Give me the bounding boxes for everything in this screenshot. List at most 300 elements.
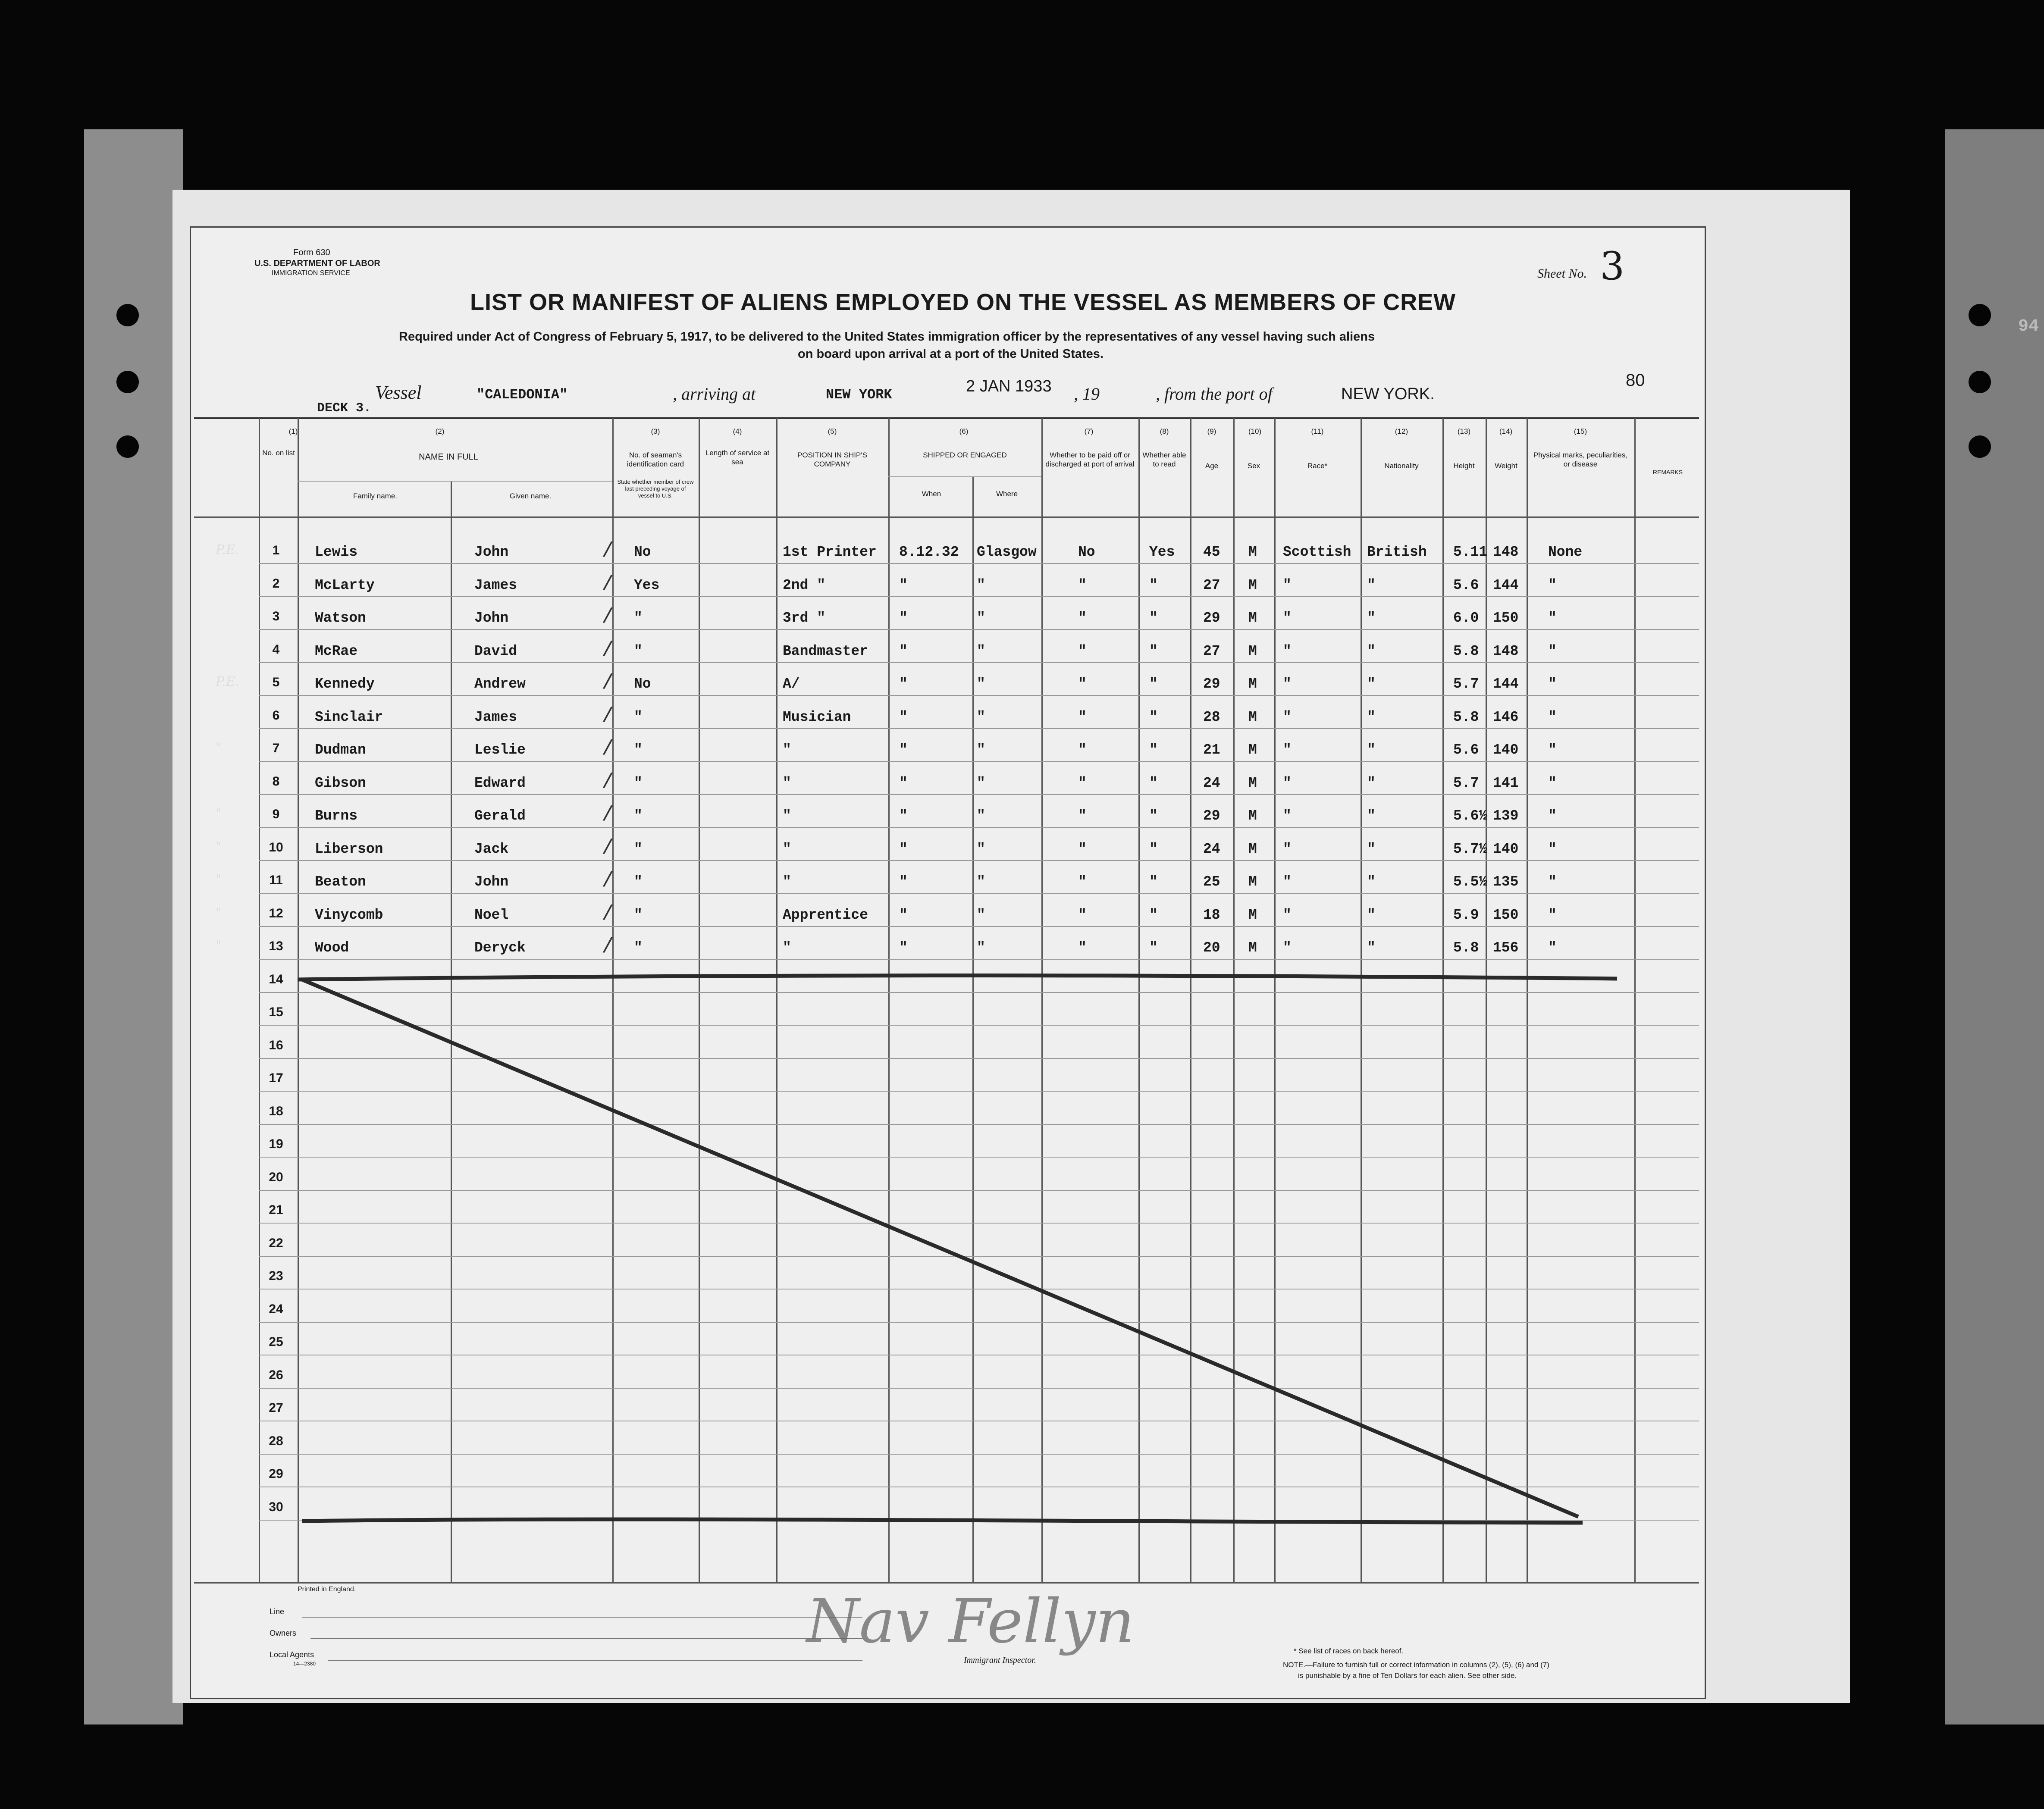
col-10-header: Sex bbox=[1247, 462, 1260, 470]
cell-family: Burns bbox=[315, 808, 358, 824]
inspector-signature: Nav Fellyn bbox=[806, 1587, 1135, 1657]
row-number: 19 bbox=[269, 1137, 283, 1151]
cell-where: " bbox=[977, 643, 985, 659]
cell-when: " bbox=[899, 808, 908, 824]
cell-sex: M bbox=[1248, 775, 1257, 791]
cell-nationality: " bbox=[1367, 907, 1376, 923]
cell-where: " bbox=[977, 940, 985, 956]
cell-nationality: " bbox=[1367, 643, 1376, 659]
agents-field bbox=[328, 1660, 862, 1661]
col-3-number: (3) bbox=[651, 427, 660, 435]
cell-race: " bbox=[1283, 940, 1292, 956]
cell-height: 5.7½ bbox=[1453, 841, 1488, 857]
cell-where: " bbox=[977, 676, 985, 692]
row-number: 5 bbox=[272, 675, 280, 689]
cell-height: 5.6 bbox=[1453, 742, 1479, 758]
col-2-number: (2) bbox=[435, 427, 445, 435]
col-5-number: (5) bbox=[828, 427, 837, 435]
cell-nationality: " bbox=[1367, 808, 1376, 824]
cell-nationality: " bbox=[1367, 775, 1376, 791]
cell-family: McLarty bbox=[315, 577, 375, 593]
deck-label: DECK 3. bbox=[317, 401, 372, 416]
col-13-number: (13) bbox=[1457, 427, 1471, 435]
penalty-note-2: is punishable by a fine of Ten Dollars for each alien. See other side. bbox=[1298, 1671, 1517, 1680]
row-number: 22 bbox=[269, 1236, 283, 1250]
cell-card: No bbox=[634, 676, 651, 692]
cell-marks: " bbox=[1548, 610, 1557, 626]
cell-sex: M bbox=[1248, 709, 1257, 725]
cell-paid: " bbox=[1078, 874, 1087, 890]
cell-position: 2nd " bbox=[783, 577, 826, 593]
row-number: 4 bbox=[272, 642, 280, 657]
cell-weight: 150 bbox=[1493, 907, 1519, 923]
cell-nationality: " bbox=[1367, 577, 1376, 593]
cell-read: Yes bbox=[1149, 544, 1175, 560]
col-4-header: Length of service at sea bbox=[705, 449, 770, 466]
cell-sex: M bbox=[1248, 874, 1257, 890]
cell-family: Sinclair bbox=[315, 709, 383, 725]
vessel-label: Vessel bbox=[375, 382, 422, 403]
cell-family: Wood bbox=[315, 940, 349, 956]
cell-nationality: " bbox=[1367, 874, 1376, 890]
cell-marks: " bbox=[1548, 676, 1557, 692]
cell-marks: " bbox=[1548, 742, 1557, 758]
cell-age: 25 bbox=[1203, 874, 1220, 890]
title: LIST OR MANIFEST OF ALIENS EMPLOYED ON THE VESSEL AS MEMBERS OF CREW bbox=[470, 289, 1456, 315]
cell-race: " bbox=[1283, 676, 1292, 692]
cell-read: " bbox=[1149, 610, 1158, 626]
col-4-number: (4) bbox=[733, 427, 742, 435]
cell-card: " bbox=[634, 874, 643, 890]
col-6-when-header: When bbox=[922, 490, 941, 498]
row-number: 18 bbox=[269, 1104, 283, 1118]
row-number: 7 bbox=[272, 741, 280, 755]
col-8-number: (8) bbox=[1160, 427, 1169, 435]
date-stamp: 2 JAN 1933 bbox=[966, 377, 1052, 395]
printed-note: Printed in England. bbox=[298, 1586, 356, 1593]
cell-race: " bbox=[1283, 808, 1292, 824]
col-12-number: (12) bbox=[1395, 427, 1408, 435]
col-3-header: No. of seaman's identification card bbox=[627, 451, 684, 468]
cell-nationality: " bbox=[1367, 610, 1376, 626]
cell-read: " bbox=[1149, 874, 1158, 890]
col-12-header: Nationality bbox=[1384, 462, 1419, 470]
col-10-number: (10) bbox=[1248, 427, 1262, 435]
cell-paid: " bbox=[1078, 676, 1087, 692]
cell-where: " bbox=[977, 808, 985, 824]
line-field bbox=[302, 1617, 862, 1618]
cell-read: " bbox=[1149, 907, 1158, 923]
cell-age: 45 bbox=[1203, 544, 1220, 560]
col-14-number: (14) bbox=[1499, 427, 1513, 435]
cell-weight: 148 bbox=[1493, 643, 1519, 659]
cell-when: " bbox=[899, 742, 908, 758]
form-number: Form 630 bbox=[293, 248, 330, 257]
cell-race: " bbox=[1283, 577, 1292, 593]
cell-marks: " bbox=[1548, 577, 1557, 593]
cell-height: 5.7 bbox=[1453, 775, 1479, 791]
cell-read: " bbox=[1149, 643, 1158, 659]
cell-when: 8.12.32 bbox=[899, 544, 959, 560]
cell-height: 5.6½ bbox=[1453, 808, 1488, 824]
cell-card: " bbox=[634, 709, 643, 725]
cell-where: " bbox=[977, 709, 985, 725]
year-label: , 19 bbox=[1074, 384, 1100, 404]
cell-marks: None bbox=[1548, 544, 1583, 560]
cell-family: Kennedy bbox=[315, 676, 375, 692]
row-number: 23 bbox=[269, 1269, 283, 1283]
cell-where: " bbox=[977, 610, 985, 626]
cell-given: Andrew bbox=[474, 676, 526, 692]
cell-sex: M bbox=[1248, 907, 1257, 923]
check-mark: / bbox=[602, 606, 614, 629]
check-mark: / bbox=[602, 936, 614, 959]
cell-card: " bbox=[634, 643, 643, 659]
row-number: 13 bbox=[269, 939, 283, 953]
cell-weight: 148 bbox=[1493, 544, 1519, 560]
cell-where: " bbox=[977, 775, 985, 791]
cell-where: " bbox=[977, 841, 985, 857]
cell-paid: " bbox=[1078, 808, 1087, 824]
cell-position: " bbox=[783, 775, 791, 791]
cell-read: " bbox=[1149, 577, 1158, 593]
check-mark: / bbox=[602, 902, 614, 926]
row-number: 10 bbox=[269, 840, 283, 854]
col-6-where-header: Where bbox=[996, 490, 1018, 498]
cell-given: John bbox=[474, 874, 509, 890]
cell-given: John bbox=[474, 610, 509, 626]
cell-race: " bbox=[1283, 709, 1292, 725]
col-2-header: NAME IN FULL bbox=[419, 452, 478, 462]
cell-position: 3rd " bbox=[783, 610, 826, 626]
col-3-subheader: State whether member of crew last preceding voyage of vessel to U.S. bbox=[617, 479, 694, 499]
cell-given: John bbox=[474, 544, 509, 560]
cell-position: " bbox=[783, 808, 791, 824]
cell-position: A/ bbox=[783, 676, 800, 692]
col-11-header: Race* bbox=[1307, 462, 1328, 470]
cell-age: 29 bbox=[1203, 676, 1220, 692]
row-number: 21 bbox=[269, 1203, 283, 1217]
cell-marks: " bbox=[1548, 907, 1557, 923]
row-number: 24 bbox=[269, 1302, 283, 1316]
cell-when: " bbox=[899, 775, 908, 791]
margin-note: " bbox=[216, 839, 222, 854]
cell-card: No bbox=[634, 544, 651, 560]
margin-note: " bbox=[216, 905, 222, 920]
cell-sex: M bbox=[1248, 577, 1257, 593]
row-number: 16 bbox=[269, 1038, 283, 1052]
row-number: 26 bbox=[269, 1368, 283, 1382]
cell-when: " bbox=[899, 676, 908, 692]
service: IMMIGRATION SERVICE bbox=[272, 269, 350, 277]
cell-family: Liberson bbox=[315, 841, 383, 857]
cell-height: 6.0 bbox=[1453, 610, 1479, 626]
cell-weight: 140 bbox=[1493, 742, 1519, 758]
cell-read: " bbox=[1149, 676, 1158, 692]
cell-given: Noel bbox=[474, 907, 509, 923]
check-mark: / bbox=[602, 804, 614, 827]
row-number: 2 bbox=[272, 576, 280, 591]
col-6-number: (6) bbox=[959, 427, 969, 435]
cell-race: " bbox=[1283, 874, 1292, 890]
remarks-header: REMARKS bbox=[1652, 469, 1683, 476]
cell-position: " bbox=[783, 742, 791, 758]
check-mark: / bbox=[602, 770, 614, 794]
row-number: 17 bbox=[269, 1071, 283, 1085]
department: U.S. DEPARTMENT OF LABOR bbox=[254, 259, 380, 268]
cell-age: 28 bbox=[1203, 709, 1220, 725]
col-7-header: Whether to be paid off or discharged at port of arrival bbox=[1045, 451, 1135, 468]
cell-marks: " bbox=[1548, 841, 1557, 857]
row-number: 11 bbox=[269, 873, 283, 887]
cell-weight: 135 bbox=[1493, 874, 1519, 890]
cell-nationality: British bbox=[1367, 544, 1427, 560]
col-9-number: (9) bbox=[1207, 427, 1216, 435]
cell-card: " bbox=[634, 610, 643, 626]
cell-height: 5.9 bbox=[1453, 907, 1479, 923]
arriving-port: NEW YORK bbox=[826, 387, 892, 403]
cell-given: Jack bbox=[474, 841, 509, 857]
cell-read: " bbox=[1149, 841, 1158, 857]
cell-paid: No bbox=[1078, 544, 1095, 560]
subtitle-line-2: on board upon arrival at a port of the United States. bbox=[798, 347, 1104, 361]
local-agents-label: Local Agents bbox=[270, 1650, 314, 1659]
cell-family: Lewis bbox=[315, 544, 358, 560]
cell-race: " bbox=[1283, 775, 1292, 791]
row-number: 1 bbox=[272, 543, 280, 557]
cell-sex: M bbox=[1248, 643, 1257, 659]
row-number: 29 bbox=[269, 1467, 283, 1481]
cell-when: " bbox=[899, 874, 908, 890]
check-mark: / bbox=[602, 870, 614, 893]
col-8-header: Whether able to read bbox=[1142, 451, 1186, 468]
cell-read: " bbox=[1149, 742, 1158, 758]
col-14-header: Weight bbox=[1495, 462, 1517, 470]
cell-paid: " bbox=[1078, 742, 1087, 758]
cell-weight: 144 bbox=[1493, 676, 1519, 692]
col-5-header: POSITION IN SHIP'S COMPANY bbox=[797, 451, 867, 468]
row-number: 30 bbox=[269, 1499, 283, 1514]
cell-position: Musician bbox=[783, 709, 851, 725]
row-number: 14 bbox=[269, 972, 283, 986]
cell-given: David bbox=[474, 643, 517, 659]
owners-field bbox=[310, 1638, 862, 1639]
cell-marks: " bbox=[1548, 808, 1557, 824]
check-mark: / bbox=[602, 540, 614, 563]
cell-where: " bbox=[977, 907, 985, 923]
cell-given: Deryck bbox=[474, 940, 526, 956]
cell-position: Apprentice bbox=[783, 907, 868, 923]
cell-age: 29 bbox=[1203, 808, 1220, 824]
subtitle-line-1: Required under Act of Congress of February 5, 1917, to be delivered to the United States immigration officer by the representatives of any vessel having such aliens bbox=[399, 330, 1375, 344]
cell-card: Yes bbox=[634, 577, 660, 593]
col-7-number: (7) bbox=[1084, 427, 1094, 435]
cell-family: Gibson bbox=[315, 775, 366, 791]
cell-card: " bbox=[634, 775, 643, 791]
cell-nationality: " bbox=[1367, 841, 1376, 857]
row-number: 25 bbox=[269, 1335, 283, 1349]
cell-when: " bbox=[899, 643, 908, 659]
cell-family: McRae bbox=[315, 643, 358, 659]
cell-read: " bbox=[1149, 775, 1158, 791]
cell-race: " bbox=[1283, 742, 1292, 758]
cell-read: " bbox=[1149, 808, 1158, 824]
col-11-number: (11) bbox=[1311, 427, 1324, 435]
cell-nationality: " bbox=[1367, 676, 1376, 692]
margin-note: P.E. bbox=[216, 674, 240, 689]
cell-age: 21 bbox=[1203, 742, 1220, 758]
cell-read: " bbox=[1149, 709, 1158, 725]
cell-where: Glasgow bbox=[977, 544, 1037, 560]
cell-marks: " bbox=[1548, 874, 1557, 890]
cell-age: 27 bbox=[1203, 577, 1220, 593]
cell-height: 5.11 bbox=[1453, 544, 1488, 560]
cell-race: " bbox=[1283, 841, 1292, 857]
from-label: , from the port of bbox=[1156, 384, 1273, 404]
penalty-note: NOTE.—Failure to furnish full or correct information in columns (2), (5), (6) and (7) bbox=[1283, 1661, 1549, 1669]
cell-read: " bbox=[1149, 940, 1158, 956]
arriving-label: , arriving at bbox=[673, 384, 756, 404]
cell-given: James bbox=[474, 577, 517, 593]
margin-note: " bbox=[216, 740, 222, 755]
cell-race: " bbox=[1283, 610, 1292, 626]
cell-sex: M bbox=[1248, 610, 1257, 626]
cell-nationality: " bbox=[1367, 940, 1376, 956]
cell-given: Gerald bbox=[474, 808, 526, 824]
cell-race: " bbox=[1283, 907, 1292, 923]
col-6-header: SHIPPED OR ENGAGED bbox=[923, 451, 1007, 459]
margin-note: " bbox=[216, 806, 222, 821]
cell-where: " bbox=[977, 577, 985, 593]
cell-marks: " bbox=[1548, 643, 1557, 659]
col-2-given-header: Given name. bbox=[509, 492, 552, 500]
margin-note: P.E. bbox=[216, 542, 240, 557]
cell-card: " bbox=[634, 742, 643, 758]
sheet-label: Sheet No. bbox=[1537, 266, 1587, 281]
side-number: 80 bbox=[1626, 371, 1645, 390]
cell-card: " bbox=[634, 940, 643, 956]
col-1-header: No. on list bbox=[262, 449, 295, 457]
cell-race: " bbox=[1283, 643, 1292, 659]
vessel-name: "CALEDONIA" bbox=[477, 387, 568, 403]
cell-sex: M bbox=[1248, 940, 1257, 956]
col-2-family-header: Family name. bbox=[353, 492, 398, 500]
row-number: 27 bbox=[269, 1401, 283, 1415]
margin-note: " bbox=[216, 872, 222, 887]
margin-note: " bbox=[216, 938, 222, 953]
row-number: 3 bbox=[272, 609, 280, 623]
cell-weight: 146 bbox=[1493, 709, 1519, 725]
check-mark: / bbox=[602, 638, 614, 662]
cell-sex: M bbox=[1248, 544, 1257, 560]
cell-sex: M bbox=[1248, 841, 1257, 857]
cell-position: " bbox=[783, 940, 791, 956]
row-number: 9 bbox=[272, 807, 280, 821]
row-number: 6 bbox=[272, 708, 280, 723]
check-mark: / bbox=[602, 836, 614, 860]
cell-card: " bbox=[634, 907, 643, 923]
cell-paid: " bbox=[1078, 907, 1087, 923]
row-number: 12 bbox=[269, 906, 283, 920]
cell-weight: 141 bbox=[1493, 775, 1519, 791]
cell-position: 1st Printer bbox=[783, 544, 877, 560]
cell-when: " bbox=[899, 841, 908, 857]
cell-when: " bbox=[899, 610, 908, 626]
cell-family: Dudman bbox=[315, 742, 366, 758]
cell-paid: " bbox=[1078, 709, 1087, 725]
cell-age: 24 bbox=[1203, 775, 1220, 791]
row-number: 15 bbox=[269, 1005, 283, 1019]
cell-when: " bbox=[899, 907, 908, 923]
cell-marks: " bbox=[1548, 709, 1557, 725]
sheet-number: 3 bbox=[1600, 244, 1625, 289]
cell-family: Beaton bbox=[315, 874, 366, 890]
cell-paid: " bbox=[1078, 643, 1087, 659]
cell-given: Leslie bbox=[474, 742, 526, 758]
cell-given: Edward bbox=[474, 775, 526, 791]
line-label: Line bbox=[270, 1607, 285, 1616]
cell-nationality: " bbox=[1367, 742, 1376, 758]
cell-age: 18 bbox=[1203, 907, 1220, 923]
cell-age: 24 bbox=[1203, 841, 1220, 857]
cell-position: " bbox=[783, 841, 791, 857]
cell-weight: 156 bbox=[1493, 940, 1519, 956]
cell-where: " bbox=[977, 742, 985, 758]
cell-weight: 139 bbox=[1493, 808, 1519, 824]
cell-family: Watson bbox=[315, 610, 366, 626]
cell-height: 5.8 bbox=[1453, 940, 1479, 956]
check-mark: / bbox=[602, 672, 614, 695]
cell-marks: " bbox=[1548, 775, 1557, 791]
cell-paid: " bbox=[1078, 841, 1087, 857]
inspector-label: Immigrant Inspector. bbox=[964, 1656, 1036, 1665]
cell-card: " bbox=[634, 808, 643, 824]
cell-marks: " bbox=[1548, 940, 1557, 956]
row-number: 20 bbox=[269, 1170, 283, 1184]
check-mark: / bbox=[602, 738, 614, 761]
col-15-header: Physical marks, peculiarities, or disease bbox=[1533, 451, 1628, 468]
cell-height: 5.6 bbox=[1453, 577, 1479, 593]
cell-height: 5.8 bbox=[1453, 643, 1479, 659]
row-number: 8 bbox=[272, 774, 280, 789]
cell-family: Vinycomb bbox=[315, 907, 383, 923]
cell-paid: " bbox=[1078, 940, 1087, 956]
col-9-header: Age bbox=[1205, 462, 1219, 470]
cell-height: 5.8 bbox=[1453, 709, 1479, 725]
cell-weight: 140 bbox=[1493, 841, 1519, 857]
cell-weight: 150 bbox=[1493, 610, 1519, 626]
col-15-number: (15) bbox=[1574, 427, 1587, 435]
from-port: NEW YORK. bbox=[1341, 385, 1435, 403]
check-mark: / bbox=[602, 704, 614, 728]
cell-weight: 144 bbox=[1493, 577, 1519, 593]
cell-paid: " bbox=[1078, 577, 1087, 593]
cell-sex: M bbox=[1248, 808, 1257, 824]
col-1-number: (1) bbox=[288, 427, 298, 435]
row-number: 28 bbox=[269, 1433, 283, 1448]
races-note: * See list of races on back hereof. bbox=[1294, 1647, 1404, 1655]
cell-height: 5.7 bbox=[1453, 676, 1479, 692]
cell-sex: M bbox=[1248, 742, 1257, 758]
check-mark: / bbox=[602, 573, 614, 596]
cell-given: James bbox=[474, 709, 517, 725]
frame-number: 94 bbox=[2018, 317, 2039, 336]
cell-position: " bbox=[783, 874, 791, 890]
cell-age: 27 bbox=[1203, 643, 1220, 659]
form-code: 14—2380 bbox=[293, 1661, 316, 1667]
cell-where: " bbox=[977, 874, 985, 890]
cell-position: Bandmaster bbox=[783, 643, 868, 659]
